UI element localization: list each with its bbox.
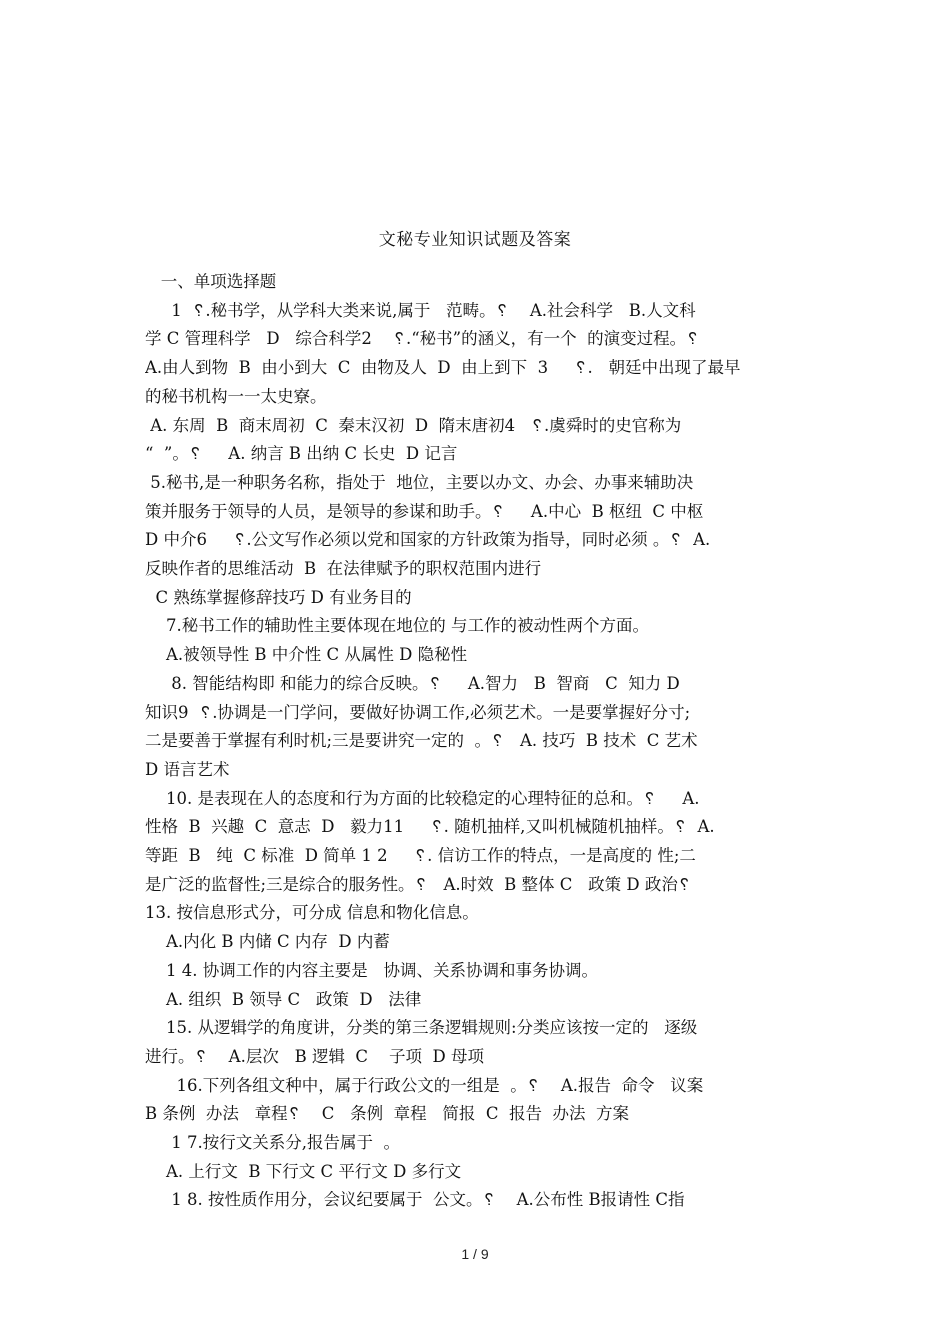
text-line: 反映作者的思维活动 B 在法律赋予的职权范围内进行 (145, 559, 542, 578)
document-title: 文秘专业知识试题及答案 (378, 230, 572, 250)
text-line: 1 ␦.秘书学，从学科大类来说,属于 范畴。␦ A.社会科学 B.人文科 (145, 300, 696, 320)
text-line: 13. 按信息形式分，可分成 信息和物化信息。 (145, 903, 479, 923)
text-line: A. 东周 B 商末周初 C 秦末汉初 D 隋末唐初4 ␦.虞舜时的史官称为 (145, 415, 682, 435)
text-line: 是广泛的监督性;三是综合的服务性。␦ A.时效 B 整体 C 政策 D 政治␦ (145, 874, 692, 894)
text-line: 1 8. 按性质作用分，会议纪要属于 公文。␦ A.公布性 B报请性 C指 (145, 1190, 685, 1210)
text-line: 16.下列各组文种中，属于行政公文的一组是 。␦ A.报告 命令 议案 (145, 1075, 704, 1095)
page-number: 1 / 9 (461, 1246, 489, 1262)
text-line: D 中介6 ␦.公文写作必须以党和国家的方针政策为指导，同时必须 。␦ A. (145, 530, 711, 550)
text-line: 进行。␦ A.层次 B 逻辑 C 子项 D 母项 (145, 1046, 485, 1066)
text-line: A. 组织 B 领导 C 政策 D 法律 (145, 989, 422, 1009)
text-line: 学 C 管理科学 D 综合科学2 ␦.“秘书”的涵义，有一个 的演变过程。␦ (145, 329, 700, 349)
text-line: 策并服务于领导的人员，是领导的参谋和助手。␦ A.中心 B 枢纽 C 中枢 (145, 501, 704, 521)
text-line: 10. 是表现在人的态度和行为方面的比较稳定的心理特征的总和。␦ A. (145, 788, 700, 808)
text-line: C 熟练掌握修辞技巧 D 有业务目的 (145, 587, 412, 607)
text-line: 1 4. 协调工作的内容主要是 协调、关系协调和事务协调。 (145, 960, 598, 980)
text-line: “ ”。␦ A. 纳言 B 出纳 C 长史 D 记言 (145, 444, 458, 464)
text-line: 的秘书机构一一太史寮。 (145, 386, 327, 406)
text-line: 5.秘书,是一种职务名称，指处于 地位，主要以办文、办会、办事来辅助决 (145, 472, 694, 492)
text-line: D 语言艺术 (145, 759, 230, 779)
text-line: 7.秘书工作的辅助性主要体现在地位的 与工作的被动性两个方面。 (145, 616, 649, 636)
text-line: 8. 智能结构即 和能力的综合反映。␦ A.智力 B 智商 C 知力 D (145, 673, 680, 693)
text-line: 1 7.按行文关系分,报告属于 。 (145, 1133, 400, 1152)
text-line: 等距 B 纯 C 标准 D 简单 1 2 ␦. 信访工作的特点，一是高度的 性;二 (145, 846, 696, 865)
text-line: A.由人到物 B 由小到大 C 由物及人 D 由上到下 3 ␦. 朝廷中出现了最早 (145, 358, 741, 378)
text-line: 二是要善于掌握有利时机;三是要讲究一定的 。␦ A. 技巧 B 技术 C 艺术 (145, 731, 698, 751)
text-line: A. 上行文 B 下行文 C 平行文 D 多行文 (145, 1161, 462, 1181)
text-line: 知识9 ␦.协调是一门学问，要做好协调工作,必须艺术。一是要掌握好分寸; (145, 702, 691, 722)
text-line: A.被领导性 B 中介性 C 从属性 D 隐秘性 (145, 645, 468, 665)
text-line: 性格 B 兴趣 C 意志 D 毅力11 ␦. 随机抽样,又叫机械随机抽样。␦ A. (145, 817, 715, 837)
text-line: 一、单项选择题 (145, 272, 277, 291)
text-line: B 条例 办法 章程␦ C 条例 章程 简报 C 报告 办法 方案 (145, 1104, 629, 1124)
text-line: A.内化 B 内储 C 内存 D 内蓄 (145, 932, 390, 952)
text-line: 15. 从逻辑学的角度讲，分类的第三条逻辑规则:分类应该按一定的 逐级 (145, 1018, 698, 1038)
